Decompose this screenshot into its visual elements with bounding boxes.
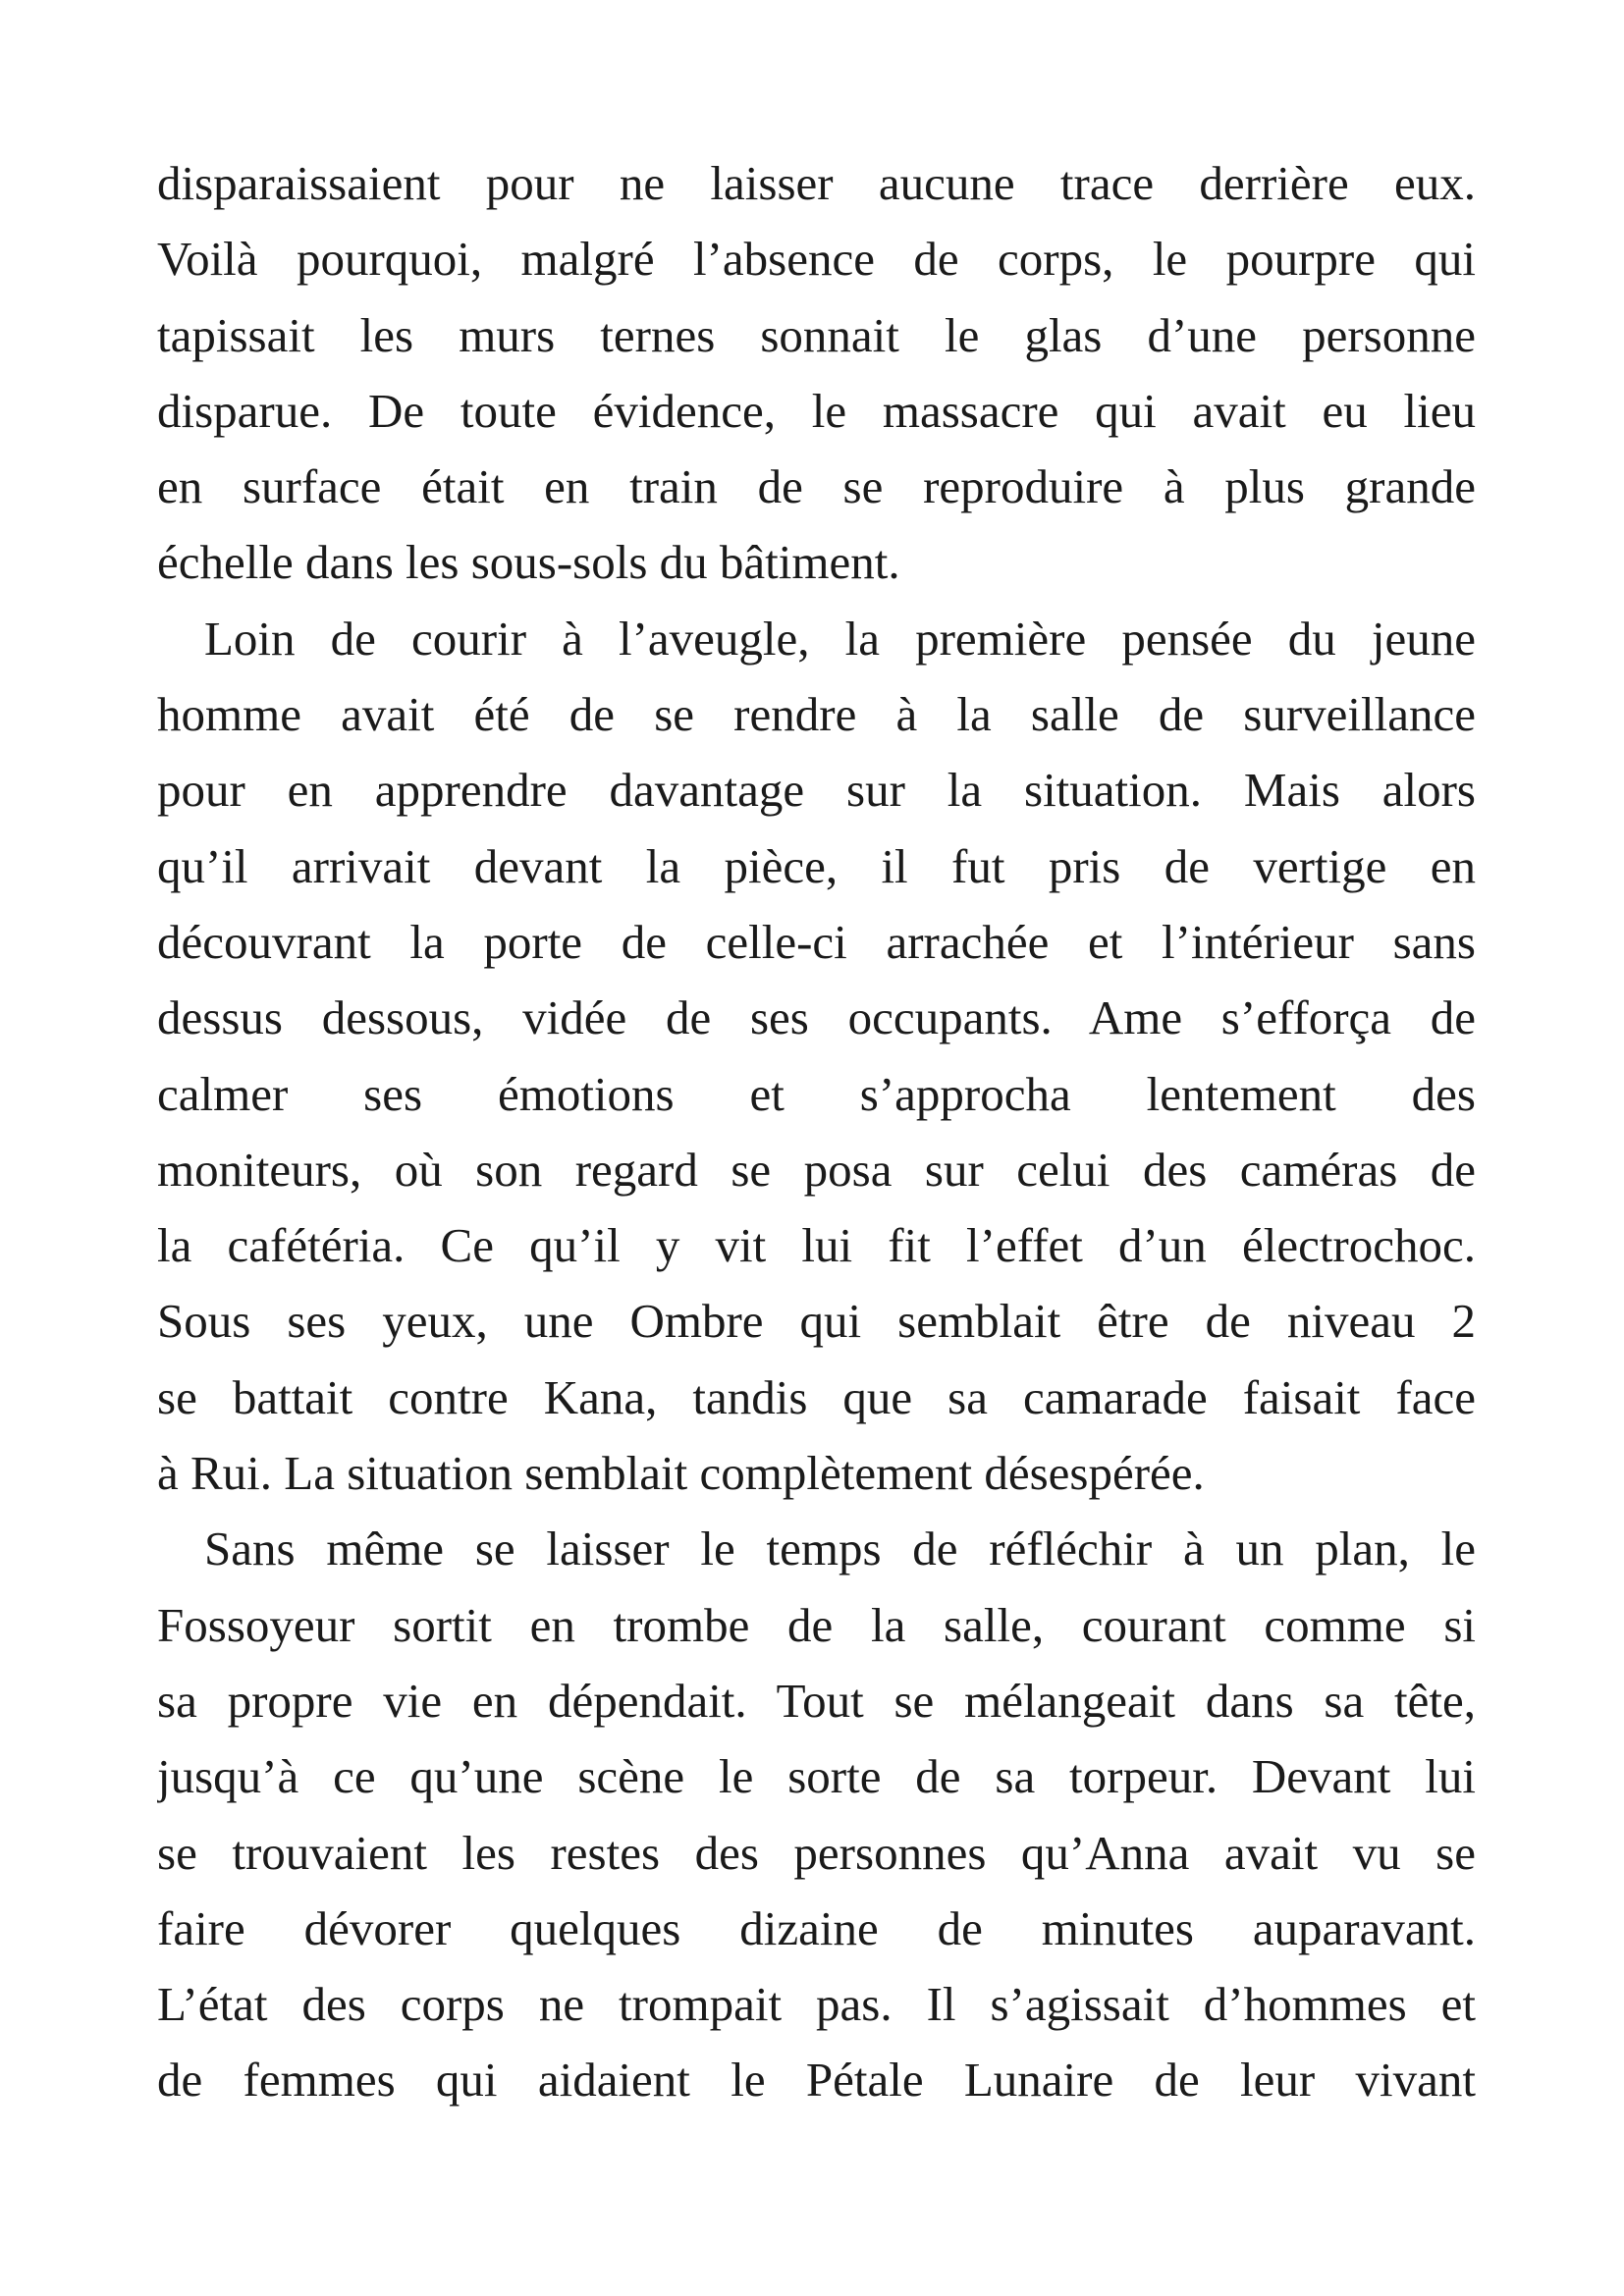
text-line: découvrant la porte de celle-ci arrachée et l’intérieur sans (157, 914, 1476, 969)
text-line: à Rui. La situation semblait complètement désespérée. (157, 1446, 1205, 1501)
text-line: dessus dessous, vidée de ses occupants. Ame s’efforça de (157, 990, 1476, 1045)
paragraph (157, 1511, 1476, 2117)
text-line: Sous ses yeux, une Ombre qui semblait être de niveau 2 (157, 1294, 1476, 1349)
paragraph (157, 601, 1476, 1512)
text-line: Fossoyeur sortit en trombe de la salle, courant comme si (157, 1597, 1476, 1652)
text-line: disparaissaient pour ne laisser aucune trace derrière eux. (157, 156, 1476, 210)
text-line: faire dévorer quelques dizaine de minutes auparavant. (157, 1900, 1476, 1955)
text-line: homme avait été de se rendre à la salle de surveillance (157, 687, 1476, 742)
text-line: jusqu’à ce qu’une scène le sorte de sa torpeur. Devant lui (157, 1749, 1476, 1804)
text-line: Loin de courir à l’aveugle, la première pensée du jeune (204, 611, 1476, 666)
text-line: tapissait les murs ternes sonnait le glas d’une personne (157, 307, 1476, 362)
text-line: se battait contre Kana, tandis que sa camarade faisait face (157, 1369, 1476, 1424)
text-line: de femmes qui aidaient le Pétale Lunaire de leur vivant (157, 2053, 1476, 2108)
text-line: en surface était en train de se reproduire à plus grande (157, 459, 1476, 514)
text-line: échelle dans les sous-sols du bâtiment. (157, 535, 900, 590)
text-line: Voilà pourquoi, malgré l’absence de corps, le pourpre qui (157, 232, 1476, 287)
text-line: la cafétéria. Ce qu’il y vit lui fit l’effet d’un électrochoc. (157, 1218, 1476, 1273)
text-line: L’état des corps ne trompait pas. Il s’agissait d’hommes et (157, 1977, 1476, 2032)
text-line: moniteurs, où son regard se posa sur celui des caméras de (157, 1142, 1476, 1197)
text-line: calmer ses émotions et s’approcha lentement des (157, 1066, 1476, 1121)
text-line: se trouvaient les restes des personnes qu’Anna avait vu se (157, 1825, 1476, 1880)
text-line: sa propre vie en dépendait. Tout se mélangeait dans sa tête, (157, 1673, 1476, 1728)
text-line: Sans même se laisser le temps de réfléchir à un plan, le (204, 1522, 1476, 1576)
paragraph (157, 145, 1476, 601)
text-line: disparue. De toute évidence, le massacre qui avait eu lieu (157, 383, 1476, 438)
text-line: qu’il arrivait devant la pièce, il fut pris de vertige en (157, 838, 1476, 893)
body-text (157, 145, 1476, 2118)
text-line: pour en apprendre davantage sur la situation. Mais alors (157, 763, 1476, 818)
